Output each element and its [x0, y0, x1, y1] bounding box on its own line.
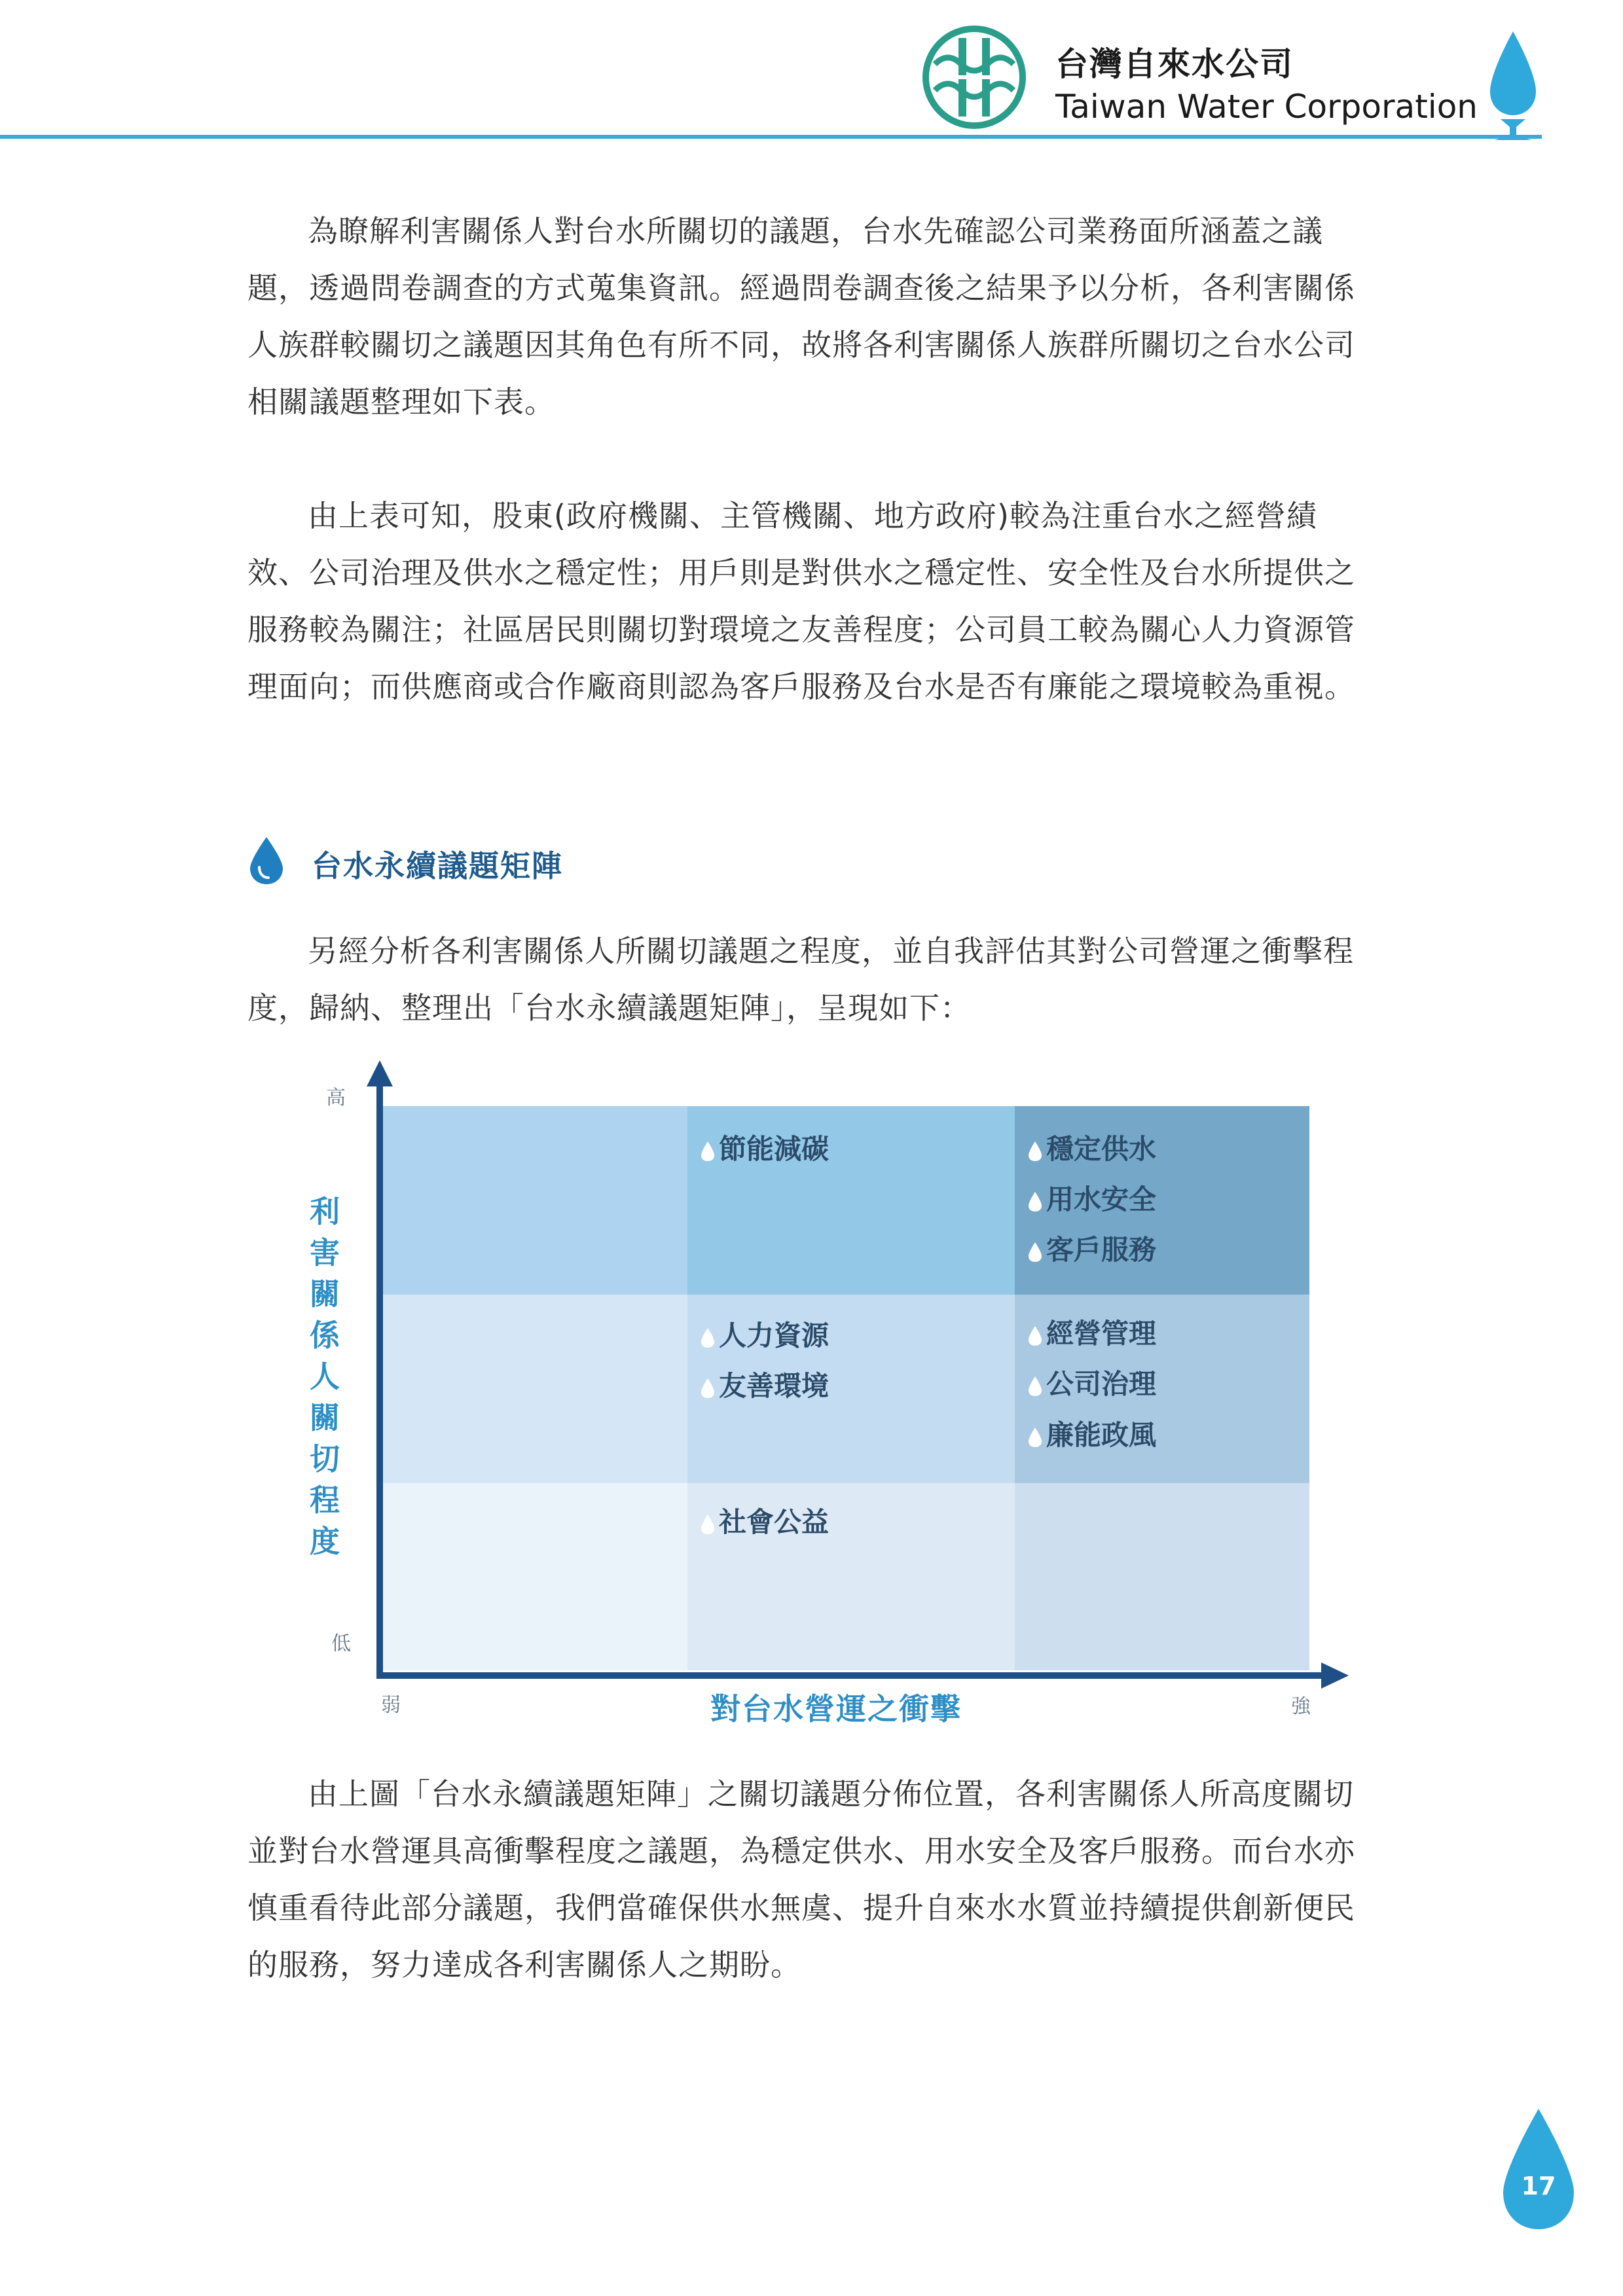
issue-label: 節能減碳	[719, 1133, 830, 1165]
x-axis-title: 對台水營運之衝擊	[710, 1691, 962, 1727]
issue-label: 公司治理	[1046, 1368, 1157, 1400]
water-drop-icon	[1486, 29, 1540, 144]
issue-integrity	[1028, 1414, 1156, 1453]
section-title: 台水永續議題矩陣	[312, 848, 563, 884]
header-divider	[0, 135, 1542, 139]
issue-label: 客戶服務	[1046, 1234, 1157, 1266]
stakeholder-paragraph: 由上表可知，股東(政府機關、主管機關、地方政府)較為注重台水之經營績效、公司治理及供水之穩定性；用戶則是對供水之穩定性、安全性及台水所提供之服務較為關注；社區居民則關切對環境之友善程度；公司員工較為關心人力資源管理面向；而供應商或合作廠商則認為客戶服務及台水是否有廉能之環境較為重視。	[247, 498, 1355, 704]
issue-water-safety	[1028, 1178, 1156, 1217]
water-drop-icon	[701, 1141, 715, 1162]
issue-label: 廉能政風	[1046, 1419, 1157, 1451]
issue-label: 友善環境	[719, 1370, 830, 1402]
company-name-chinese: 台灣自來水公司	[1055, 45, 1294, 83]
water-drop-icon	[1028, 1141, 1042, 1162]
issue-label: 經營管理	[1046, 1318, 1157, 1350]
issue-social-welfare	[701, 1501, 829, 1540]
y-axis-title: 利害關係人關切程度	[310, 1194, 340, 1559]
page-number: 17	[1521, 2172, 1556, 2200]
water-drop-icon	[1028, 1325, 1042, 1346]
issue-friendly-environment	[701, 1365, 829, 1404]
issue-human-resources	[701, 1314, 829, 1354]
water-drop-icon	[1028, 1242, 1042, 1263]
company-name-english: Taiwan Water Corporation	[1055, 88, 1478, 126]
water-drop-icon	[1028, 1191, 1042, 1212]
issue-label: 用水安全	[1046, 1183, 1157, 1215]
water-drop-icon	[1028, 1376, 1042, 1397]
issue-stable-supply	[1028, 1128, 1156, 1167]
issue-corporate-governance	[1028, 1363, 1156, 1402]
intro-paragraph: 為瞭解利害關係人對台水所關切的議題，台水先確認公司業務面所涵蓋之議題，透過問卷調查的方式蒐集資訊。經過問卷調查後之結果予以分析，各利害關係人族群較關切之議題因其角色有所不同，故將各利害關係人族群所關切之台水公司相關議題整理如下表。	[247, 213, 1355, 420]
conclusion-paragraph: 由上圖「台水永續議題矩陣」之關切議題分佈位置，各利害關係人所高度關切並對台水營運具高衝擊程度之議題，為穩定供水、用水安全及客戶服務。而台水亦慎重看待此部分議題，我們當確保供水無虞、提升自來水水質並持續提供創新便民的服務，努力達成各利害關係人之期盼。	[247, 1776, 1355, 1982]
water-drop-icon	[701, 1327, 715, 1348]
page-number-drop-icon	[1499, 2106, 1578, 2232]
issue-customer-service	[1028, 1229, 1156, 1268]
y-axis-high-label: 高	[326, 1086, 346, 1109]
issue-label: 穩定供水	[1046, 1133, 1157, 1165]
sustainability-issue-matrix	[275, 1060, 1349, 1741]
x-axis-low-label: 弱	[381, 1694, 401, 1717]
water-drop-icon	[701, 1378, 715, 1399]
issue-energy-saving	[701, 1128, 829, 1167]
page-header	[0, 0, 1623, 144]
issue-business-management	[1028, 1312, 1156, 1352]
water-drop-icon	[701, 1514, 715, 1535]
x-axis-high-label: 強	[1291, 1695, 1311, 1718]
issue-label: 社會公益	[719, 1506, 830, 1538]
issue-label: 人力資源	[719, 1319, 830, 1352]
water-drop-icon	[1028, 1427, 1042, 1448]
y-axis-low-label: 低	[331, 1632, 351, 1655]
matrix-intro-paragraph: 另經分析各利害關係人所關切議題之程度，並自我評估其對公司營運之衝擊程度，歸納、整理出「台水永續議題矩陣」，呈現如下：	[247, 933, 1354, 1026]
company-logo	[922, 25, 1027, 130]
water-drop-icon	[249, 836, 284, 886]
